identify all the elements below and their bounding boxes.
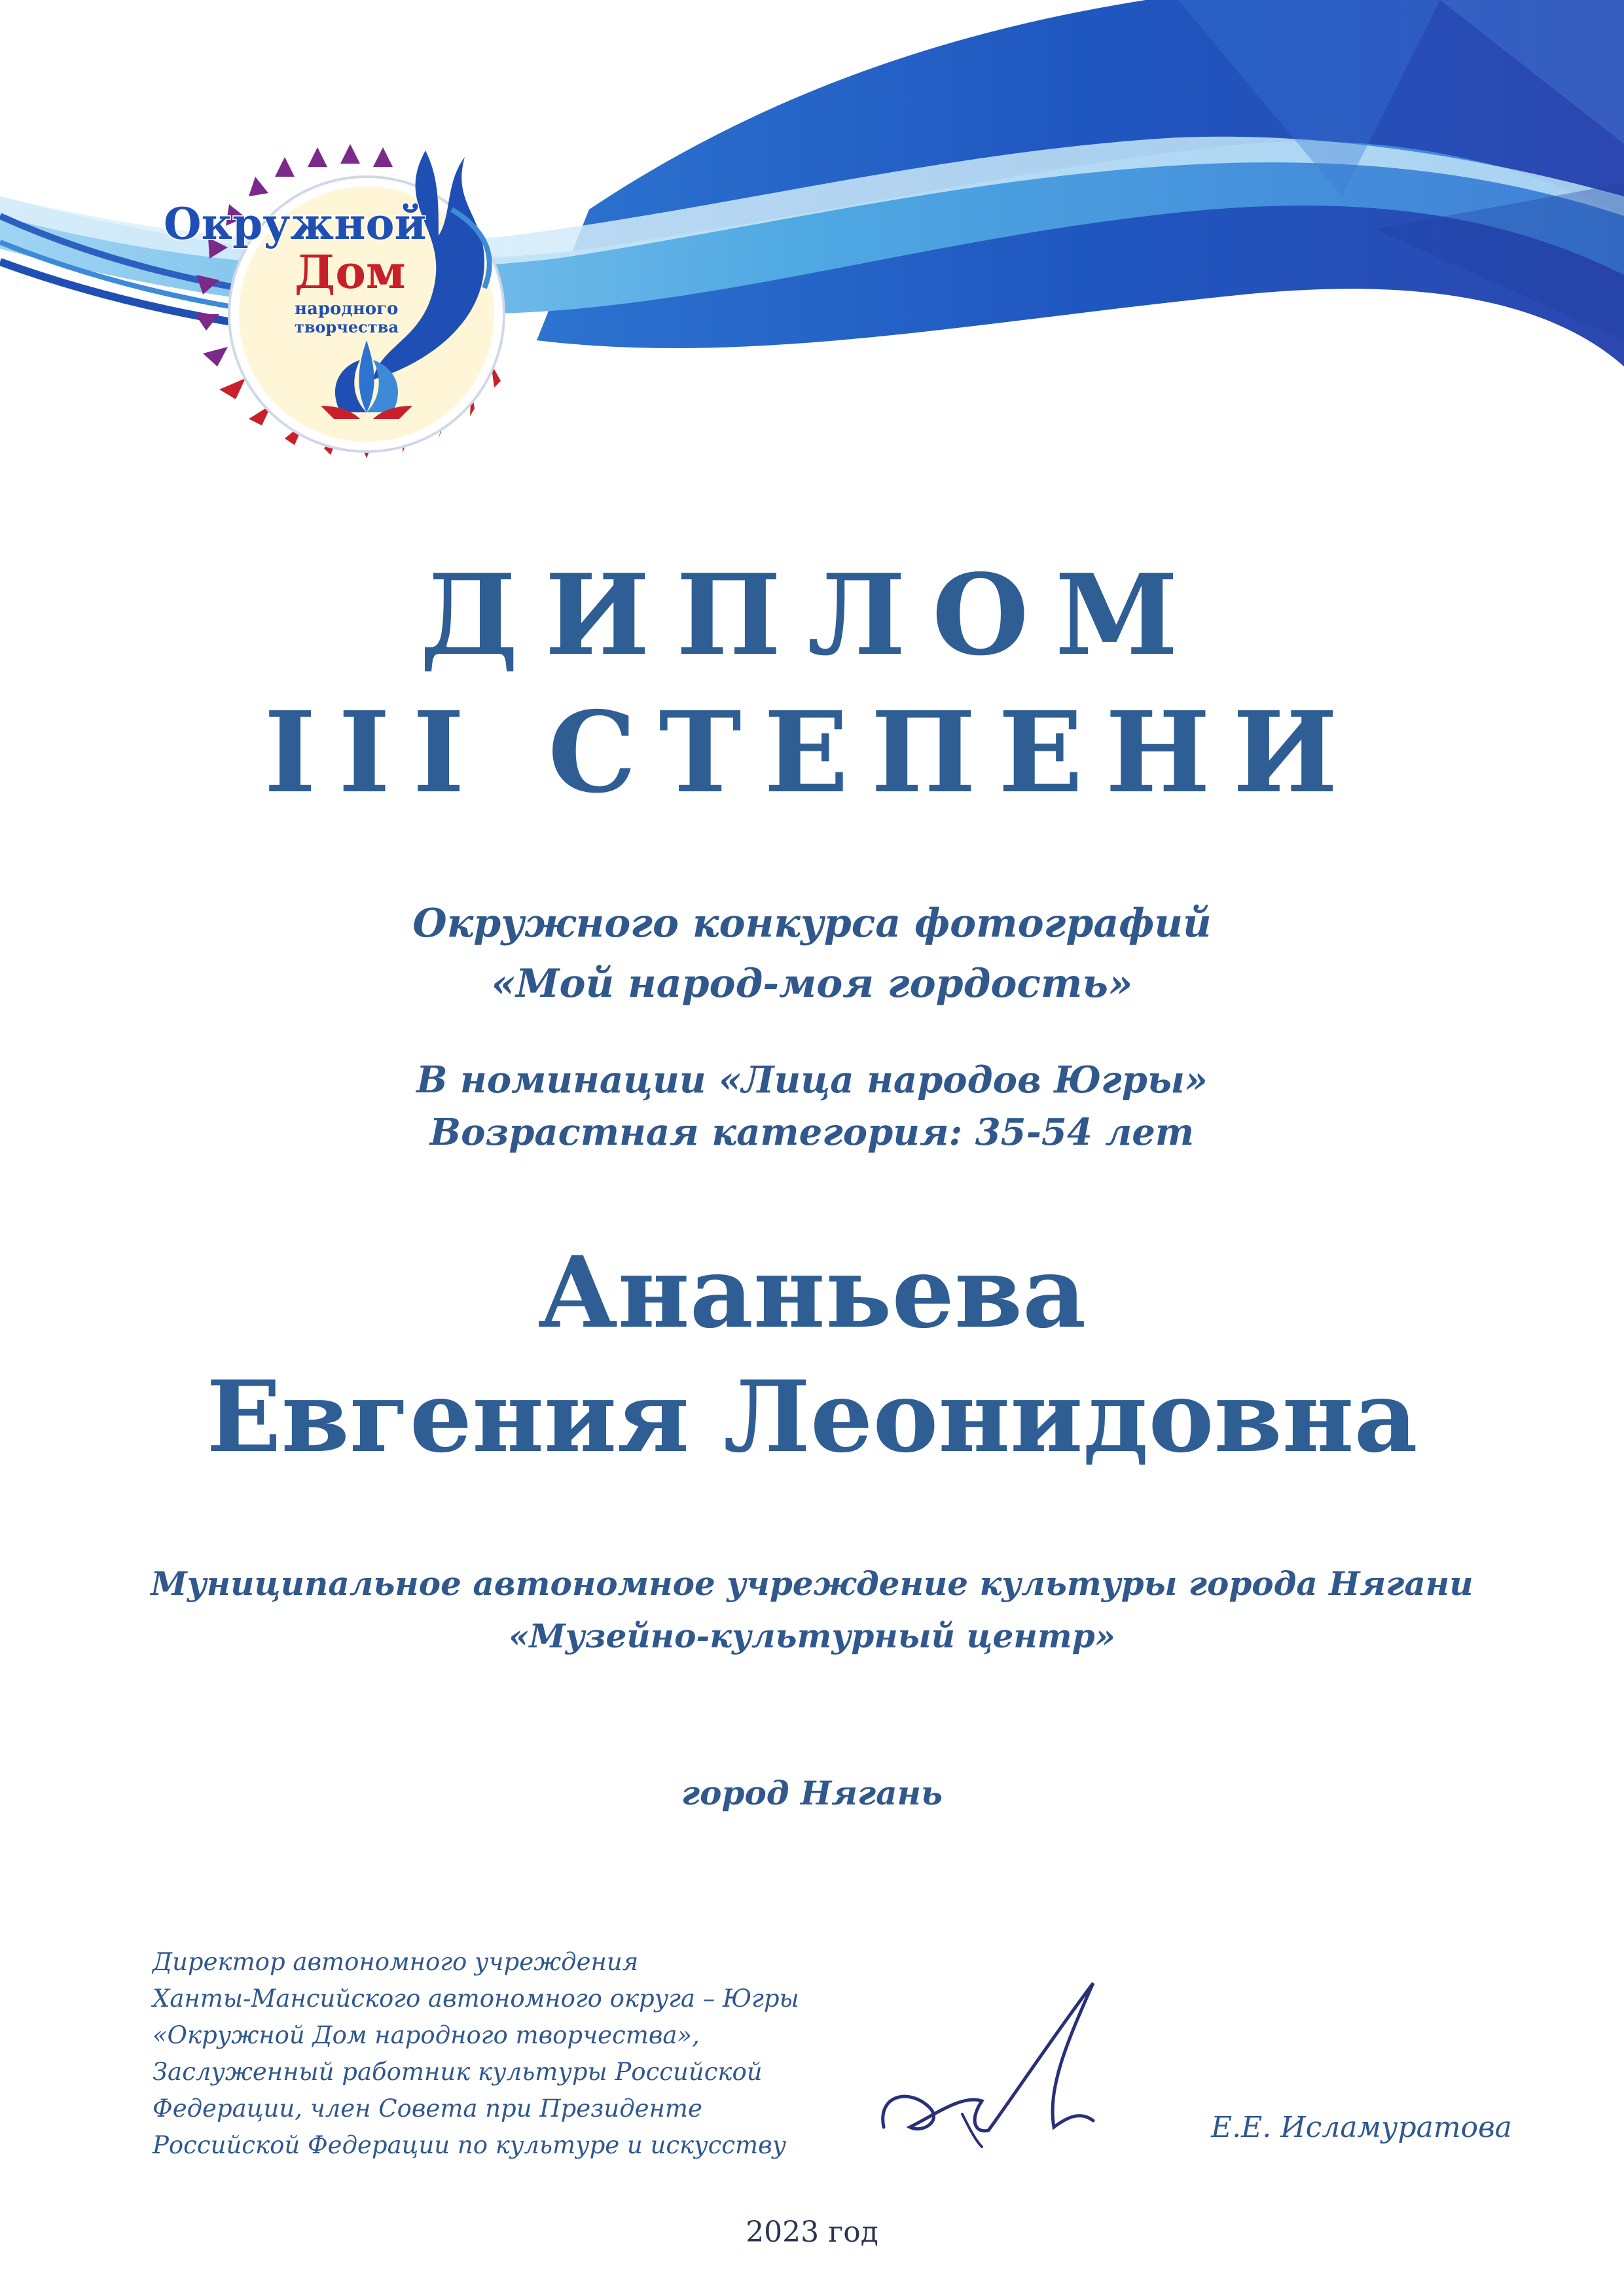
contest-line1: Окружного конкурса фотографий — [412, 901, 1212, 946]
signatory-title — [153, 1944, 873, 2164]
signatory-line: Российской Федерации по культуре и искусству — [153, 2131, 787, 2159]
signatory-line: Федерации, член Совета при Президенте — [153, 2094, 702, 2123]
recipient-name — [0, 1230, 1624, 1479]
contest-line2: «Мой народ-моя гордость» — [491, 961, 1133, 1007]
logo — [144, 131, 589, 497]
logo-line2: Дом — [295, 245, 406, 299]
recipient-surname: Ананьева — [537, 1235, 1087, 1350]
handwritten-signature — [871, 1964, 1146, 2160]
year-label: 2023 год — [746, 2215, 878, 2249]
signatory-name: Е.Е. Исламуратова — [1211, 2111, 1512, 2144]
signatory-line: Ханты-Мансийского автономного округа – Югры — [153, 1984, 799, 2013]
nomination-block — [0, 1054, 1624, 1158]
organization-line1: Муниципальное автономное учреждение культуры города Нягани — [151, 1564, 1473, 1603]
organization-line2: «Музейно-культурный центр» — [509, 1617, 1115, 1655]
signatory-line: Директор автономного учреждения — [153, 1948, 639, 1976]
logo-line1: Окружной — [164, 198, 427, 249]
signatory-line: «Окружной Дом народного творчества», — [153, 2021, 700, 2049]
nomination-line: В номинации «Лица народов Югры» — [416, 1058, 1208, 1102]
logo-line3: народного — [295, 299, 399, 319]
organization-block — [0, 1558, 1624, 1662]
logo-line4: творчества — [295, 317, 399, 336]
diploma-degree: III СТЕПЕНИ — [264, 687, 1360, 818]
city-label: город Нягань — [681, 1774, 943, 1812]
contest-description — [0, 893, 1624, 1014]
diploma-title: ДИПЛОМ — [420, 550, 1204, 681]
signatory-line: Заслуженный работник культуры Российской — [153, 2058, 763, 2086]
age-category-line: Возрастная категория: 35-54 лет — [429, 1111, 1195, 1154]
recipient-given-names: Евгения Леонидовна — [206, 1359, 1418, 1475]
